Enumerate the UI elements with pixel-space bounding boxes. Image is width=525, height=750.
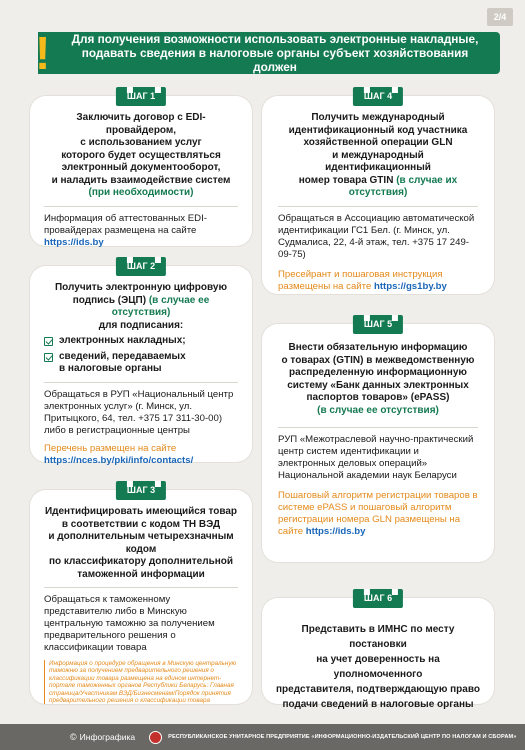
step-3-footnote: Информация о процедуре обращения в Минскую центральную таможню за получением предварительного решения о классификации товара размещена на едином интернет-портале таможенных органов Республики Беларусь: Главная страница/Участникам ВЭД/Бизнесменам/Порядок принятия предварительного решения о классификации товара [44,660,238,704]
step-2-note: (в случае ее отсутствия) [111,294,210,318]
header-line-1: Для получения возможности использовать электронные накладные, [71,32,479,46]
step-4-info: Обращаться в Ассоциацию автоматической идентификации ГС1 Бел. (г. Минск, ул. Судмалиса, 22, 4-й этаж, тел. +375 17 249-09-75) [278,212,475,260]
divider [278,206,478,207]
step-4-link[interactable]: https://gs1by.by [373,280,447,292]
step-4-orange-info: Пресейрант и пошаговая инструкция размещены на сайте https://gs1by.by [278,268,447,292]
step-2-label: ШАГ 2 [116,257,166,276]
step-5-info: РУП «Межотраслевой научно-практический центр систем идентификации и электронных деловых операций» Национальной академии наук Беларуси [278,434,474,481]
emblem-icon [149,731,162,744]
step-1-title: Заключить договор с EDI-провайдером, с использованием услуг которого будет осуществляться электронный документооборот, и наладить взаимодействие систем (при необходимости) [44,112,238,200]
divider [44,587,238,588]
checklist-item: электронных накладных; [44,335,238,348]
step-2-title: Получить электронную цифровую подпись (ЭЦП) (в случае ее отсутствия) для подписания: [54,282,227,331]
step-3-label: ШАГ 3 [116,481,166,500]
footer-org: РЕСПУБЛИКАНСКОЕ УНИТАРНОЕ ПРЕДПРИЯТИЕ «ИНФОРМАЦИОННО-ИЗДАТЕЛЬСКИЙ ЦЕНТР ПО НАЛОГАМ И СБОРАМ» [168,734,517,740]
checklist-item: сведений, передаваемых в налоговые органы [44,351,238,376]
copyright-icon: © [70,732,77,742]
step-6-label: ШАГ 6 [353,589,403,608]
step-3-info: Обращаться к таможенному представителю либо в Минскую центральную таможню за получением предварительного решения о классификации товара [44,594,215,653]
step-4-card [262,91,494,294]
step-5-card [262,319,494,562]
step-5-note: (в случае ее отсутствия) [317,404,439,416]
step-4-label: ШАГ 4 [353,87,403,106]
step-5-label: ШАГ 5 [353,315,403,334]
divider [44,382,238,383]
page-footer [0,724,525,750]
step-6-card [262,593,494,710]
header-line-2: подавать сведения в налоговые органы субъект хозяйствования должен [81,46,469,74]
step-6-title: Представить в ИМНС по месту постановки на учет доверенность на уполномоченного представителя, подтверждающую право подачи сведений в налоговые органы [276,624,480,710]
checkbox-icon [44,353,53,362]
step-3-card [30,485,252,705]
step-2-link[interactable]: https://nces.by/pki/info/contacts/ [44,454,194,466]
page-number: 2/4 [487,8,513,26]
step-4-note: (в случае их отсутствия) [348,174,458,198]
divider [278,427,478,428]
exclamation-icon: ! [35,27,51,79]
step-3-title: Идентифицировать имеющийся товар в соответствии с кодом ТН ВЭД и дополнительным четырехзначным кодом по классификатору дополнительной таможенной информации [44,506,238,580]
step-1-info: Информация об аттестованных EDI-провайдерах размещена на сайте https://ids.by [44,212,207,248]
step-2-card [30,261,252,466]
step-5-orange-info: Пошаговый алгоритм регистрации товаров в системе ePASS и пошаговый алгоритм регистрации номера GLN размещены на сайте https://ids.by [278,490,478,537]
page-header [38,32,500,74]
step-5-link[interactable]: https://ids.by [305,526,366,537]
step-1-card [30,91,252,248]
step-1-label: ШАГ 1 [116,87,166,106]
step-2-info: Обращаться в РУП «Национальный центр электронных услуг» (г. Минск, ул. Притыцкого, 64, тел. +375 17 311-30-00) либо в регистрационные центры [44,388,234,436]
step-1-link[interactable]: https://ids.by [44,236,104,248]
step-2-orange-info: Перечень размещен на сайте [44,442,177,454]
step-1-note: (при необходимости) [88,187,194,198]
divider [44,206,238,207]
step-4-title: Получить международный идентификационный код участника хозяйственной операции GLN и международный идентификационный номер товара GTIN (в случае их отсутствия) [288,112,468,198]
checkbox-icon [44,337,53,346]
footer-brand: Инфографика [79,732,136,742]
step-5-title: Внести обязательную информацию о товарах (GTIN) в межведомственную распределенную информационную систему «Банк данных электронных паспортов товаров» (ePASS) (в случае ее отсутствия) [278,342,478,417]
